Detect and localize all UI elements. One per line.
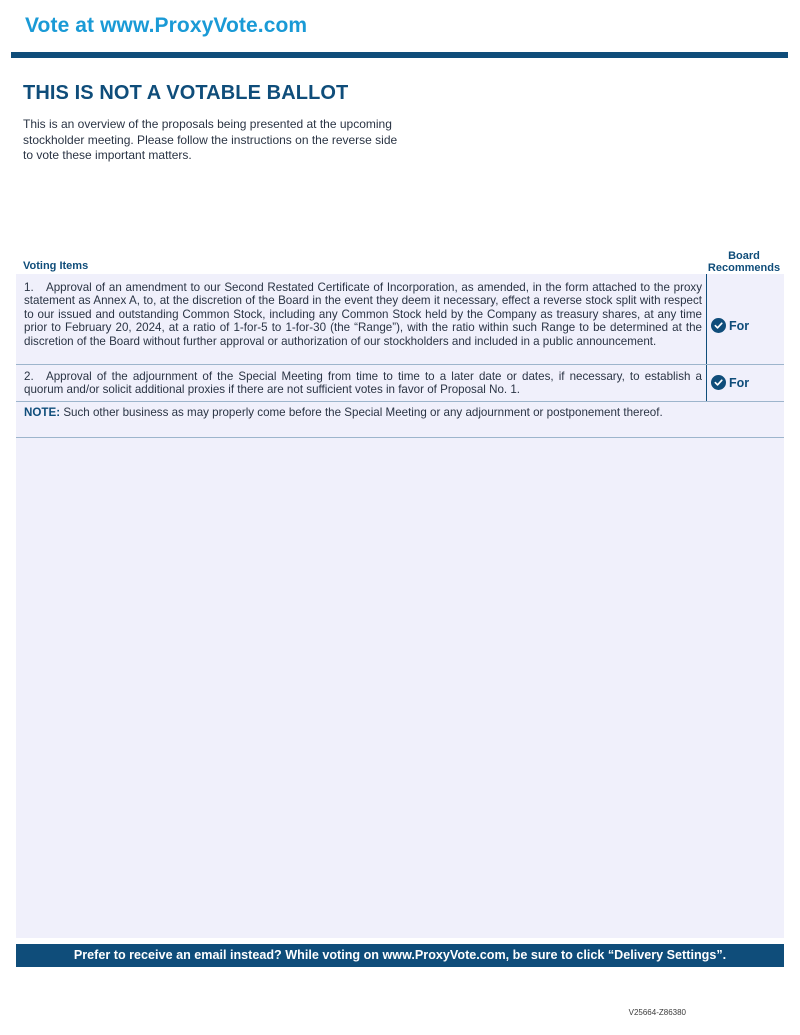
item-number: 2. — [24, 370, 34, 383]
item-description: Approval of an amendment to our Second Restated Certificate of Incorporation, as amended, in the form attached to the proxy statement as Annex A, to, at the discretion of the Board in the event they deem it necessary, effect a reverse stock split with respect to our issued and outstanding Common Stock, including any Common Stock held by the Company as treasury shares, at any time prior to February 20, 2024, at a ratio of 1-for-5 to 1-for-30 (the “Range”), with the ratio within such Range to be determined at the discretion of the Board without further approval or authorization of our stockholders and included in a public announcement. — [24, 281, 702, 348]
voting-item-text — [24, 370, 702, 397]
note-label: NOTE: — [24, 406, 61, 419]
voting-item-row — [16, 365, 784, 402]
item-description: Approval of the adjournment of the Special Meeting from time to time to a later date or dates, if necessary, to establish a quorum and/or solicit additional proxies if there are not sufficient votes in favor of Proposal No. 1. — [24, 370, 702, 397]
header-divider — [11, 52, 788, 58]
email-delivery-banner: Prefer to receive an email instead? While voting on www.ProxyVote.com, be sure to click “Delivery Settings”. — [16, 944, 784, 967]
board-recommends-header: Board Recommends — [707, 250, 781, 274]
intro-text: This is an overview of the proposals being presented at the upcoming stockholder meeting. Please follow the instructions on the reverse side to vote these important matters. — [23, 117, 398, 162]
proxyvote-title: Vote at www.ProxyVote.com — [25, 14, 308, 37]
recommendation-label: For — [729, 375, 750, 390]
column-divider — [706, 365, 707, 401]
document-code: V25664-Z86380 — [628, 1008, 686, 1017]
note-row — [16, 402, 784, 438]
voting-item-row — [16, 274, 784, 365]
item-number: 1. — [24, 281, 34, 294]
check-circle-icon — [711, 375, 726, 390]
board-recommendation — [711, 375, 781, 390]
column-divider — [706, 274, 707, 364]
check-circle-icon — [711, 318, 726, 333]
voting-item-text — [24, 281, 702, 348]
note-text — [24, 406, 702, 419]
voting-items-header: Voting Items — [23, 260, 89, 272]
recommendation-label: For — [729, 318, 750, 333]
note-description: Such other business as may properly come before the Special Meeting or any adjournment or postponement thereof. — [63, 406, 663, 419]
board-recommendation — [711, 318, 781, 333]
ballot-heading: THIS IS NOT A VOTABLE BALLOT — [23, 82, 349, 104]
